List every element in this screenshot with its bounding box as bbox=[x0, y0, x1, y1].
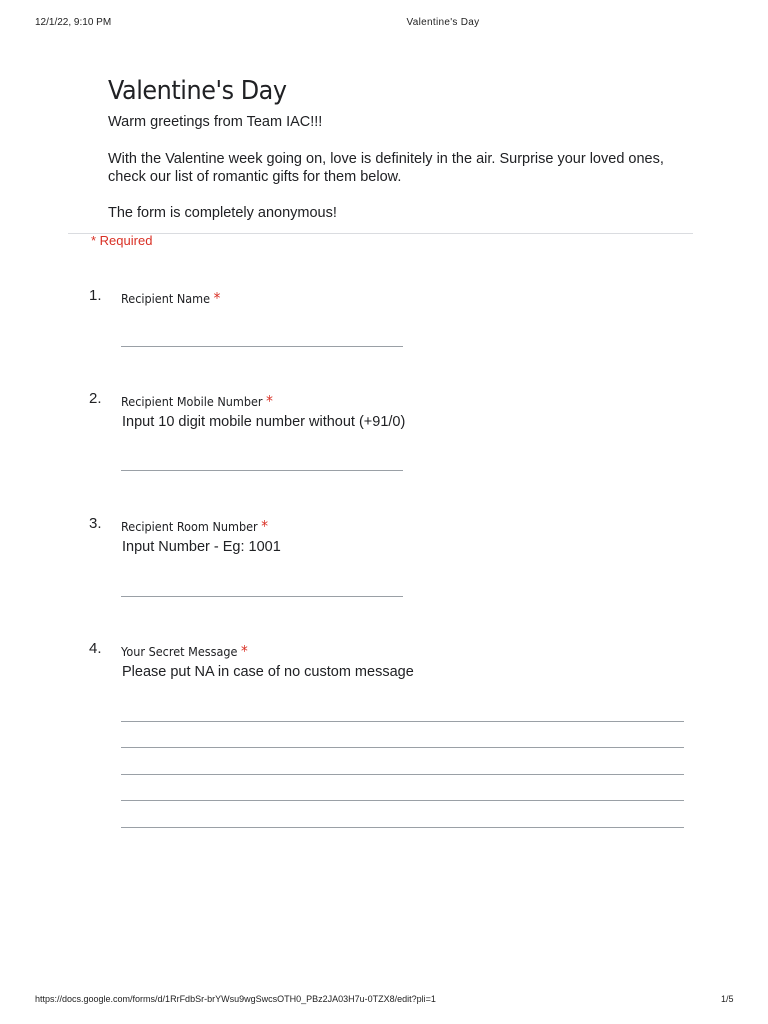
recipient-mobile-answer-line[interactable] bbox=[121, 470, 403, 471]
required-asterisk: * bbox=[241, 642, 248, 660]
form-description-greeting: Warm greetings from Team IAC!!! bbox=[108, 114, 323, 130]
secret-message-answer-line-2[interactable] bbox=[121, 747, 684, 748]
form-description-body: With the Valentine week going on, love is definitely in the air. Surprise your loved ones, check our list of romantic gifts for them below. bbox=[108, 151, 664, 185]
secret-message-answer-line-5[interactable] bbox=[121, 827, 684, 828]
question-number: 1. bbox=[89, 287, 102, 304]
secret-message-answer-line-1[interactable] bbox=[121, 721, 684, 722]
question-title-text: Recipient Room Number bbox=[121, 519, 258, 534]
form-description-anonymous: The form is completely anonymous! bbox=[108, 205, 337, 221]
recipient-name-answer-line[interactable] bbox=[121, 346, 403, 347]
required-note: * Required bbox=[91, 233, 153, 248]
question-help-text: Input Number - Eg: 1001 bbox=[122, 539, 281, 555]
question-title-text: Your Secret Message bbox=[121, 644, 238, 659]
question-title-text: Recipient Name bbox=[121, 291, 211, 306]
question-title bbox=[121, 517, 268, 535]
question-number: 3. bbox=[89, 515, 102, 532]
question-title bbox=[121, 642, 248, 660]
page-indicator: 1/5 bbox=[721, 994, 734, 1004]
question-number: 2. bbox=[89, 390, 102, 407]
question-title bbox=[121, 392, 273, 410]
print-doc-title: Valentine's Day bbox=[406, 17, 480, 28]
secret-message-answer-line-4[interactable] bbox=[121, 800, 684, 801]
recipient-room-answer-line[interactable] bbox=[121, 596, 403, 597]
required-asterisk: * bbox=[213, 289, 221, 307]
print-datetime: 12/1/22, 9:10 PM bbox=[35, 17, 112, 28]
form-title: Valentine's Day bbox=[108, 76, 287, 106]
question-number: 4. bbox=[89, 640, 102, 657]
secret-message-answer-line-3[interactable] bbox=[121, 774, 684, 775]
required-asterisk: * bbox=[266, 392, 273, 410]
print-header bbox=[0, 17, 768, 31]
question-title-text: Recipient Mobile Number bbox=[121, 394, 263, 409]
question-help-text: Please put NA in case of no custom message bbox=[122, 664, 414, 680]
question-help-text: Input 10 digit mobile number without (+91/0) bbox=[122, 414, 406, 430]
print-url: https://docs.google.com/forms/d/1RrFdbSr-brYWsu9wgSwcsOTH0_PBz2JA03H7u-0TZX8/edit?pli=1 bbox=[35, 994, 436, 1004]
header-divider bbox=[68, 233, 693, 234]
required-asterisk: * bbox=[261, 517, 269, 535]
question-title bbox=[121, 289, 220, 307]
